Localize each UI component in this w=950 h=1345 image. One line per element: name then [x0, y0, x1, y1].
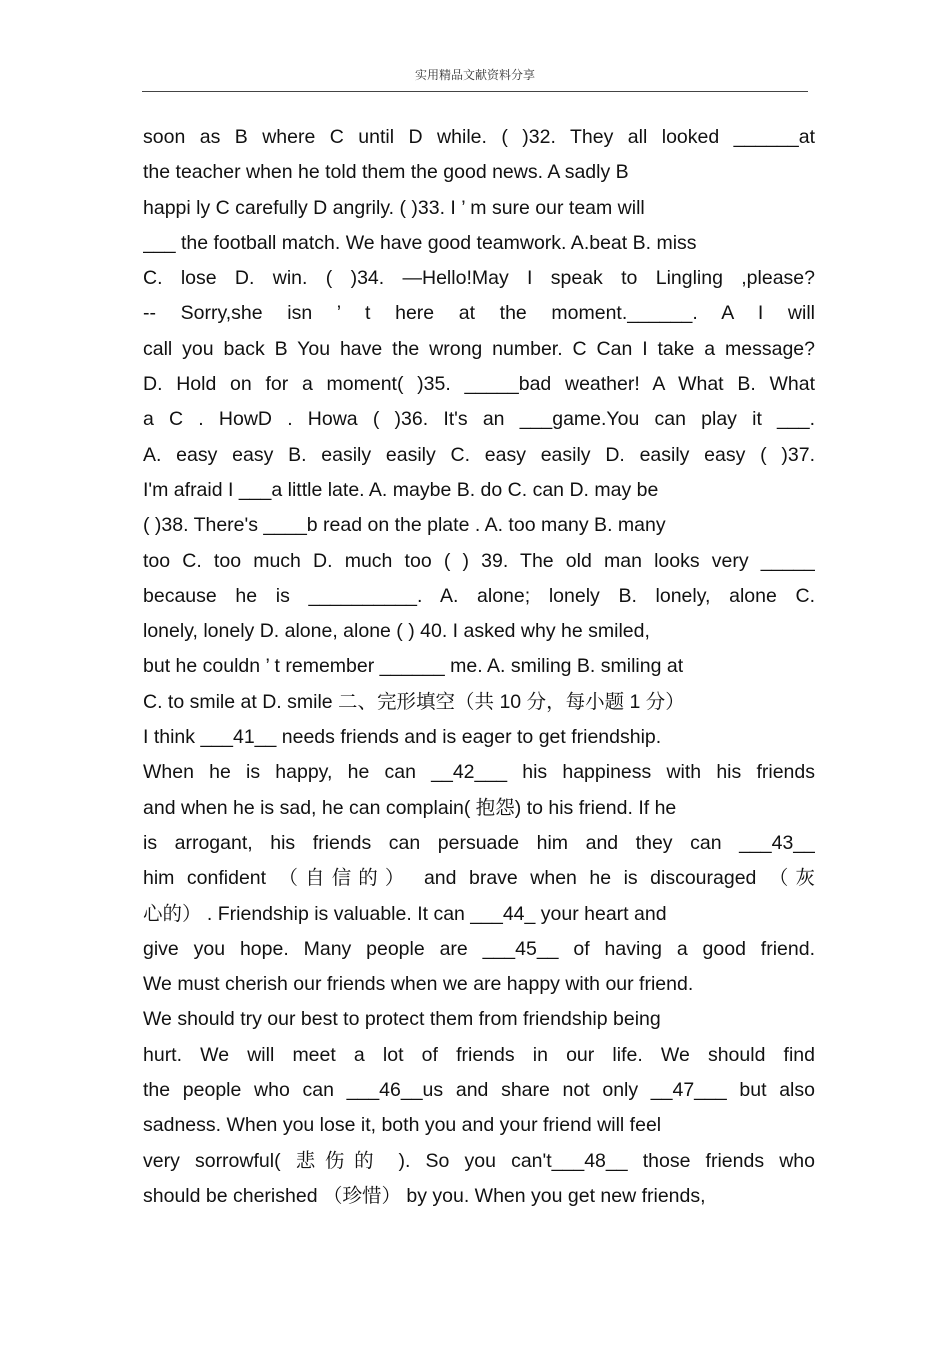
text-line: D. Hold on for a moment( )35. _____bad weather! A What B. What: [143, 373, 815, 396]
text-line: should be cherished （珍惜） by you. When you get new friends,: [143, 1184, 706, 1207]
body-text: [143, 120, 815, 1214]
text-line: call you back B You have the wrong number. C Can I take a message?: [143, 337, 815, 360]
text-line: too C. too much D. much too ( ) 39. The old man looks very _____: [143, 549, 815, 572]
text-line: C. lose D. win. ( )34. —Hello!May I speak to Lingling ,please?: [143, 267, 815, 290]
text-line: and when he is sad, he can complain( 抱怨) to his friend. If he: [143, 796, 677, 819]
text-line: A. easy easy B. easily easily C. easy easily D. easily easy ( )37.: [143, 443, 815, 466]
text-line: C. to smile at D. smile 二、完形填空（共 10 分，每小题 1 分）: [143, 690, 685, 713]
text-line: very sorrowful( 悲伤的 ). So you can't___48__ those friends who: [143, 1149, 815, 1172]
text-line: happi ly C carefully D angrily. ( )33. I ’ m sure our team will: [143, 196, 645, 219]
text-line: a C . HowD . Howa ( )36. It's an ___game.You can play it ___.: [143, 408, 815, 431]
text-line: 心的） . Friendship is valuable. It can ___44_ your heart and: [143, 902, 667, 925]
text-line: lonely, lonely D. alone, alone ( ) 40. I asked why he smiled,: [143, 620, 650, 643]
text-line: ( )38. There's ____b read on the plate . A. too many B. many: [143, 514, 666, 537]
text-line: the teacher when he told them the good news. A sadly B: [143, 161, 629, 184]
text-line: sadness. When you lose it, both you and your friend will feel: [143, 1114, 662, 1137]
text-line: I'm afraid I ___a little late. A. maybe B. do C. can D. may be: [143, 478, 659, 501]
header-rule: [142, 91, 808, 92]
text-line: give you hope. Many people are ___45__ of having a good friend.: [143, 937, 815, 960]
text-line: the people who can ___46__us and share not only __47___ but also: [143, 1079, 815, 1102]
text-line: ___ the football match. We have good teamwork. A.beat B. miss: [143, 231, 697, 254]
text-line: -- Sorry,she isn ’ t here at the moment.______. A I will: [143, 302, 815, 325]
text-line: him confident （自信的） and brave when he is discouraged （灰: [143, 867, 815, 890]
text-line: We must cherish our friends when we are happy with our friend.: [143, 973, 694, 996]
text-line: When he is happy, he can __42___ his happiness with his friends: [143, 761, 815, 784]
text-line: hurt. We will meet a lot of friends in our life. We should find: [143, 1043, 815, 1066]
text-line: is arrogant, his friends can persuade him and they can ___43__: [143, 831, 815, 854]
page-header: 实用精品文献资料分享: [414, 68, 535, 82]
text-line: because he is __________. A. alone; lonely B. lonely, alone C.: [143, 584, 815, 607]
text-line: soon as B where C until D while. ( )32. They all looked ______at: [143, 126, 815, 148]
text-line: We should try our best to protect them from friendship being: [143, 1008, 661, 1031]
text-line: but he couldn ’ t remember ______ me. A. smiling B. smiling at: [143, 655, 684, 678]
text-line: I think ___41__ needs friends and is eager to get friendship.: [143, 726, 662, 749]
